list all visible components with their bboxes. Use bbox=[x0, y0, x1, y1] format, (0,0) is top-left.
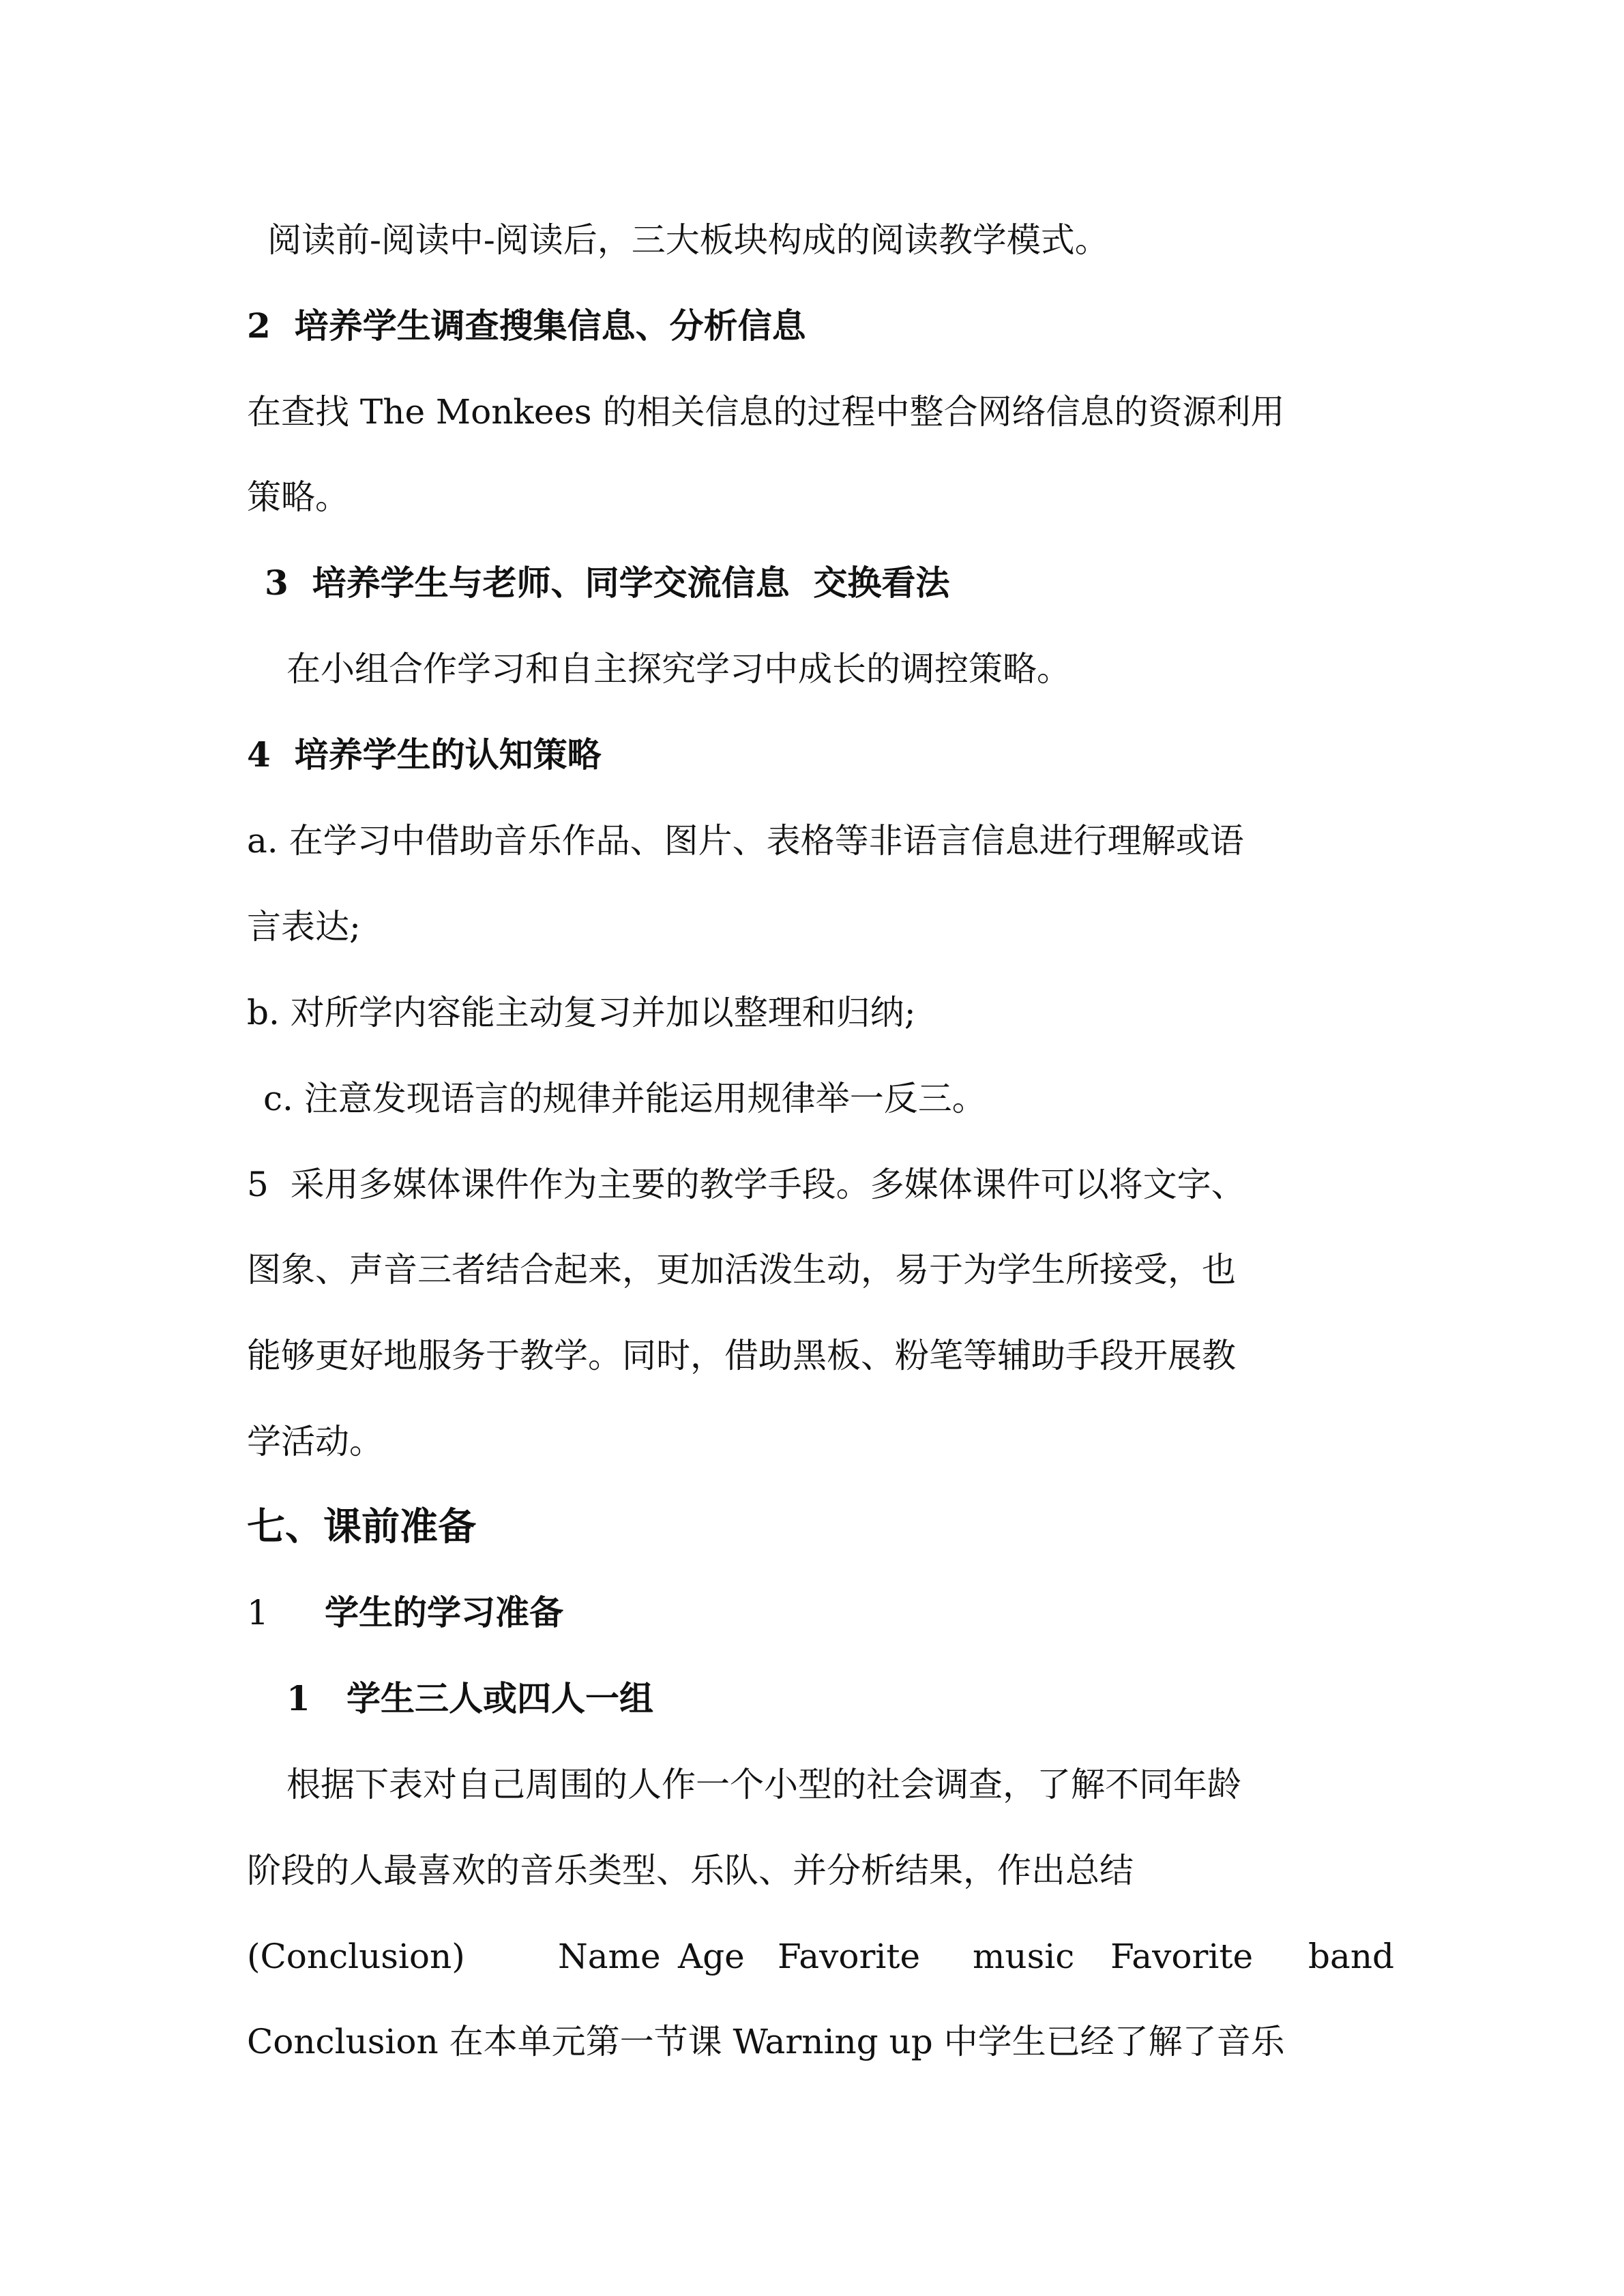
text: 策略。 bbox=[247, 477, 349, 517]
body-paragraph-line bbox=[0, 642, 1624, 696]
text: c. 注意发现语言的规律并能运用规律举一反三。 bbox=[263, 1079, 986, 1118]
list-item-a bbox=[0, 814, 1624, 868]
list-item-b bbox=[0, 985, 1624, 1040]
section-heading-4 bbox=[0, 728, 1624, 782]
text-age: Age bbox=[678, 1937, 745, 1976]
text-favorite-2: Favorite bbox=[1110, 1937, 1254, 1976]
text: 在查找 The Monkees 的相关信息的过程中整合网络信息的资源利用 bbox=[247, 392, 1285, 432]
text-music: music bbox=[973, 1937, 1075, 1976]
heading-text: 学生的学习准备 bbox=[325, 1592, 563, 1632]
text: 在小组合作学习和自主探究学习中成长的调控策略。 bbox=[286, 649, 1071, 689]
body-paragraph-line bbox=[0, 1328, 1624, 1383]
body-paragraph-line bbox=[0, 1242, 1624, 1297]
text: a. 在学习中借助音乐作品、图片、表格等非语言信息进行理解或语 bbox=[247, 821, 1244, 861]
body-paragraph-line bbox=[0, 213, 1624, 267]
text-favorite: Favorite bbox=[778, 1937, 921, 1976]
body-paragraph-line bbox=[0, 1757, 1624, 1812]
text-band: band bbox=[1308, 1937, 1395, 1976]
text: 阶段的人最喜欢的音乐类型、乐队、并分析结果，作出总结 bbox=[247, 1851, 1134, 1890]
text: Conclusion 在本单元第一节课 Warning up 中学生已经了解了音乐 bbox=[247, 2022, 1285, 2061]
heading-number: 1 bbox=[247, 1593, 269, 1632]
text: 根据下表对自己周围的人作一个小型的社会调查，了解不同年龄 bbox=[286, 1765, 1241, 1804]
body-paragraph-line bbox=[0, 1843, 1624, 1898]
body-paragraph-line bbox=[0, 2014, 1624, 2069]
subsection-heading bbox=[0, 1671, 1624, 1726]
heading-text: 4 培养学生的认知策略 bbox=[247, 734, 602, 775]
text-name: Name bbox=[558, 1937, 661, 1976]
chapter-heading bbox=[0, 1500, 1624, 1554]
text: 学活动。 bbox=[247, 1422, 383, 1461]
text: 阅读前-阅读中-阅读后，三大板块构成的阅读教学模式。 bbox=[267, 220, 1109, 260]
heading-number: 1 bbox=[286, 1678, 310, 1718]
body-paragraph-line bbox=[0, 385, 1624, 439]
body-paragraph-line bbox=[0, 1414, 1624, 1469]
survey-table-header-line bbox=[0, 1929, 1624, 1984]
heading-text: 2 培养学生调查搜集信息、分析信息 bbox=[247, 305, 806, 346]
text: 言表达; bbox=[247, 907, 361, 946]
section-heading-3 bbox=[0, 556, 1624, 610]
text-conclusion: (Conclusion) bbox=[247, 1937, 465, 1976]
list-item-c bbox=[0, 1071, 1624, 1126]
text: 能够更好地服务于教学。同时，借助黑板、粉笔等辅助手段开展教 bbox=[247, 1336, 1236, 1375]
body-paragraph-line bbox=[0, 1157, 1624, 1212]
text: 5 采用多媒体课件作为主要的教学手段。多媒体课件可以将文字、 bbox=[247, 1165, 1245, 1204]
text: 图象、声音三者结合起来，更加活泼生动，易于为学生所接受，也 bbox=[247, 1250, 1236, 1289]
subsection-heading bbox=[0, 1585, 1624, 1640]
body-paragraph-line bbox=[0, 899, 1624, 954]
heading-text: 七、课前准备 bbox=[247, 1504, 476, 1549]
body-paragraph-line bbox=[0, 470, 1624, 524]
heading-text: 3 培养学生与老师、同学交流信息 交换看法 bbox=[265, 563, 950, 603]
text: b. 对所学内容能主动复习并加以整理和归纳; bbox=[247, 993, 916, 1032]
section-heading-2 bbox=[0, 299, 1624, 353]
heading-text: 学生三人或四人一组 bbox=[346, 1678, 653, 1718]
